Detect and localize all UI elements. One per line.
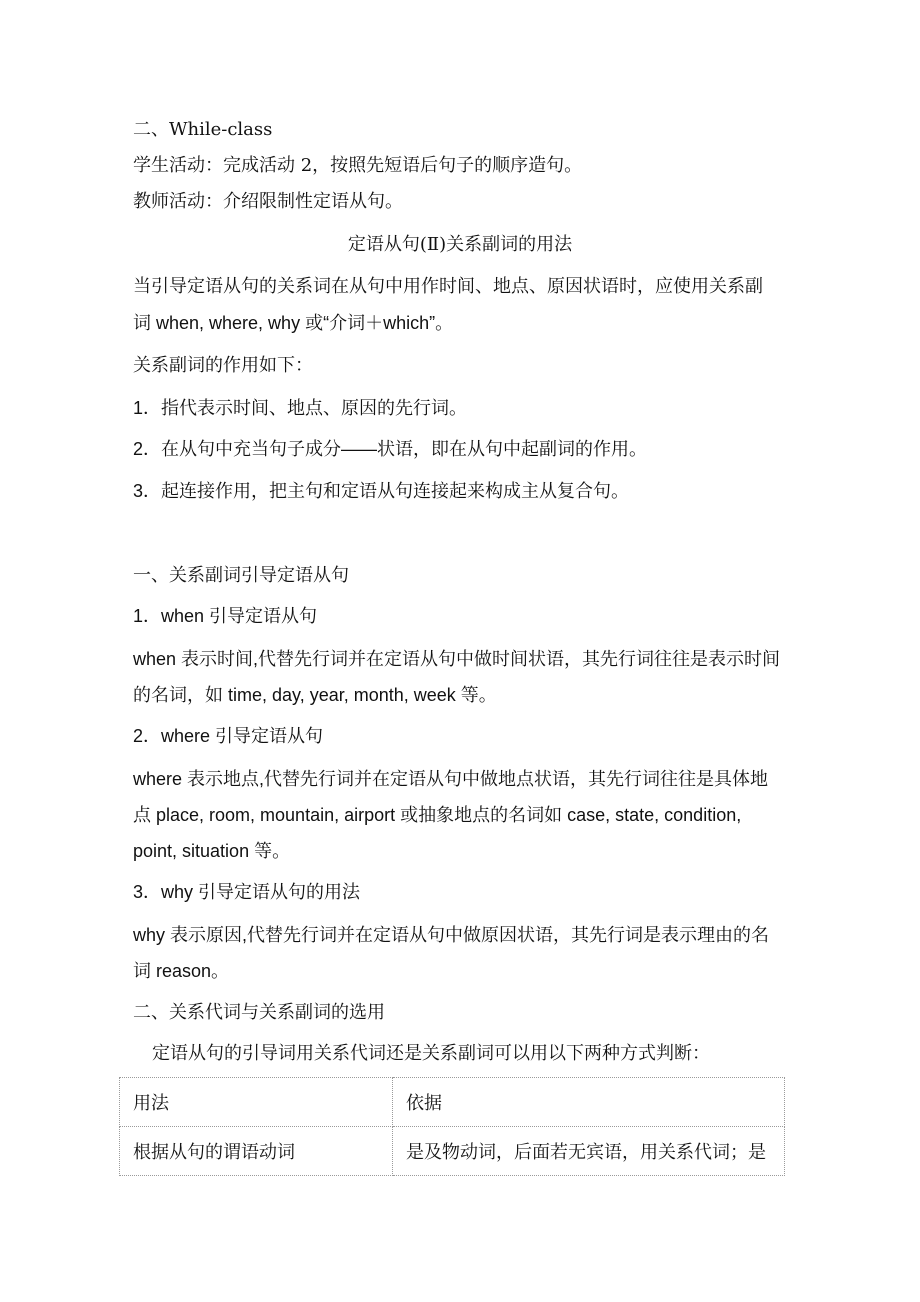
table-cell: 是及物动词，后面若无宾语，用关系代词；是 (393, 1127, 785, 1176)
paragraph-line: 词 when, where, why 或“介词＋which”。 (133, 313, 454, 333)
list-item: 1．指代表示时间、地点、原因的先行词。 (133, 398, 468, 418)
subsection-heading: 3．why 引导定语从句的用法 (133, 882, 361, 902)
table-header-cell: 用法 (120, 1078, 393, 1127)
table-header-row (120, 1078, 785, 1127)
student-activity-text: 学生活动：完成活动 2，按照先短语后句子的顺序造句。 (133, 155, 583, 176)
paragraph-line: point, situation 等。 (133, 841, 291, 861)
teacher-activity-text: 教师活动：介绍限制性定语从句。 (133, 191, 403, 212)
table-cell: 根据从句的谓语动词 (120, 1127, 393, 1176)
section-heading: 二、关系代词与关系副词的选用 (133, 1002, 385, 1022)
subsection-heading: 2．where 引导定语从句 (133, 726, 324, 746)
paragraph-line: 点 place, room, mountain, airport 或抽象地点的名词如 case, state, condition, (133, 805, 742, 825)
usage-table (119, 1077, 785, 1176)
table-row (120, 1127, 785, 1176)
paragraph-line: 关系副词的作用如下： (133, 355, 313, 375)
paragraph-line: 定语从句的引导词用关系代词还是关系副词可以用以下两种方式判断： (152, 1043, 710, 1064)
subsection-heading: 1．when 引导定语从句 (133, 606, 318, 626)
paragraph-line: 词 reason。 (133, 961, 230, 981)
paragraph-line: why 表示原因,代替先行词并在定语从句中做原因状语，其先行词是表示理由的名 (133, 925, 770, 945)
paragraph-line: where 表示地点,代替先行词并在定语从句中做地点状语，其先行词往往是具体地 (133, 769, 769, 789)
paragraph-line: 当引导定语从句的关系词在从句中用作时间、地点、原因状语时，应使用关系副 (133, 276, 763, 296)
paragraph-line: 的名词，如 time, day, year, month, week 等。 (133, 685, 497, 705)
lesson-title: 定语从句(Ⅱ)关系副词的用法 (347, 234, 573, 255)
section-heading: 一、关系副词引导定语从句 (133, 565, 349, 585)
list-item: 3．起连接作用，把主句和定语从句连接起来构成主从复合句。 (133, 481, 630, 501)
list-item: 2．在从句中充当句子成分——状语，即在从句中起副词的作用。 (133, 439, 648, 459)
table-header-cell: 依据 (393, 1078, 785, 1127)
section-heading-while-class: 二、While-class (133, 119, 273, 140)
paragraph-line: when 表示时间,代替先行词并在定语从句中做时间状语，其先行词往往是表示时间 (133, 649, 781, 669)
